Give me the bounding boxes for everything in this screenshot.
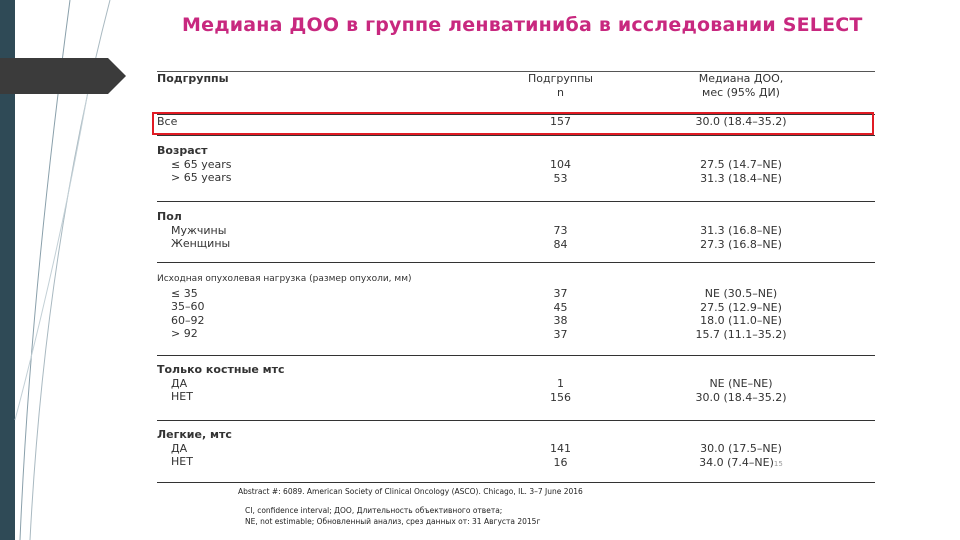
row-label: Женщины [171, 237, 231, 250]
row-label: Все [157, 115, 514, 136]
row-median: 30.0 (18.4–35.2) [607, 115, 875, 136]
page-title: Медиана ДОО в группе ленватиниба в исследовании SELECT [182, 14, 863, 36]
group-title: Только костные мтс [157, 363, 285, 376]
row-label: НЕТ [171, 455, 193, 468]
row-label: > 92 [171, 327, 198, 340]
row-label: ДА [171, 376, 188, 390]
footnote-abbreviations [245, 505, 540, 527]
row-label: ≤ 35 [171, 286, 198, 300]
row-median: 27.3 (16.8–NE) [700, 237, 782, 251]
row-median: NE (NE–NE) [709, 377, 773, 390]
row-median: 30.0 (17.5–NE) [700, 442, 782, 455]
arrow-shape [0, 58, 126, 94]
row-label: ≤ 65 years [171, 157, 232, 171]
row-n: 73 [553, 224, 568, 237]
row-n: 45 [553, 300, 568, 314]
row-median-text: 34.0 (7.4–NE) [699, 455, 774, 469]
row-n: 156 [550, 390, 571, 404]
group-title: Исходная опухолевая нагрузка (размер опухоли, мм) [157, 274, 412, 284]
row-n: 37 [553, 327, 568, 341]
row-median: 27.5 (14.7–NE) [700, 158, 782, 171]
group-title: Возраст [157, 144, 208, 157]
row-n: 1 [557, 377, 564, 390]
header-n-line2: n [557, 85, 564, 99]
row-n: 104 [550, 158, 571, 171]
table-row-tumor [157, 263, 875, 356]
group-title: Пол [157, 210, 182, 223]
row-median: 30.0 (18.4–35.2) [695, 390, 787, 404]
row-n: 37 [553, 287, 568, 300]
row-label: 60–92 [171, 313, 205, 327]
row-n: 157 [514, 115, 607, 136]
row-median: 31.3 (18.4–NE) [700, 171, 782, 185]
row-median: 31.3 (16.8–NE) [700, 224, 782, 237]
header-median-line1: Медиана ДОО, [698, 72, 784, 85]
row-median: NE (30.5–NE) [704, 287, 778, 300]
table-row-bone [157, 356, 875, 421]
footnote-line: NE, not estimable; Обновленный анализ, срез данных от: 31 Августа 2015г [245, 517, 541, 526]
slide-number: 15 [773, 459, 783, 468]
row-label: ДА [171, 441, 188, 455]
row-label: > 65 years [171, 171, 232, 184]
footnote-abstract: Abstract #: 6089. American Society of Clinical Oncology (ASCO). Chicago, IL. 3–7 June 2016 [238, 487, 583, 496]
table-row-age [157, 136, 875, 202]
table-header [157, 72, 875, 115]
row-median [607, 456, 875, 472]
row-median: 18.0 (11.0–NE) [700, 314, 782, 327]
highlight-box [152, 112, 874, 135]
table-row-lung [157, 421, 875, 483]
header-median [607, 72, 875, 115]
row-label: Мужчины [171, 223, 227, 237]
header-subgroups: Подгруппы [157, 72, 229, 85]
row-n: 16 [553, 455, 568, 469]
row-n: 141 [550, 442, 571, 455]
header-median-line2: мес (95% ДИ) [702, 85, 780, 99]
row-n: 84 [553, 237, 568, 251]
row-median: 15.7 (11.1–35.2) [695, 327, 787, 341]
header-n [514, 72, 607, 115]
row-label: 35–60 [171, 300, 205, 313]
row-n: 53 [553, 171, 568, 185]
row-median: 27.5 (12.9–NE) [700, 300, 782, 314]
table-row-sex [157, 202, 875, 263]
header-n-line1: Подгруппы [528, 72, 593, 85]
row-label: НЕТ [171, 390, 193, 403]
footnote-line: CI, confidence interval; ДОО, Длительность объективного ответа; [245, 506, 503, 515]
group-title: Легкие, мтс [157, 428, 232, 441]
row-n: 38 [553, 314, 568, 327]
